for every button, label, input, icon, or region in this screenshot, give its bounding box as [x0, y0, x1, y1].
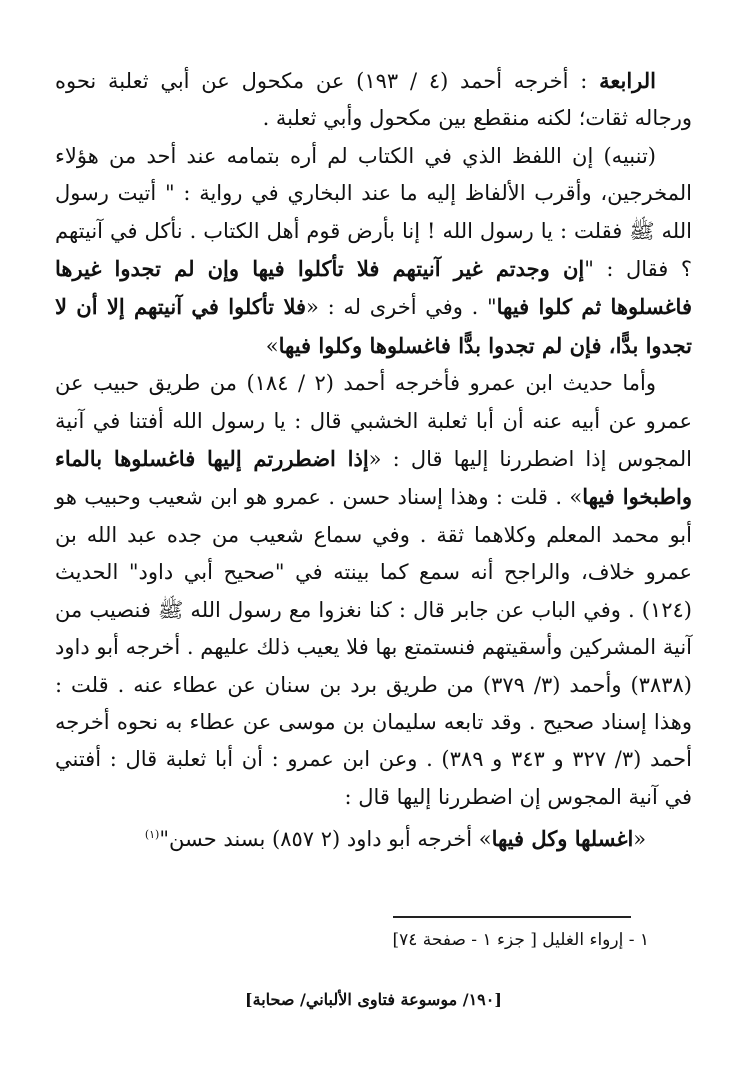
lead-word: الرابعة	[599, 68, 656, 93]
hadith-quote: إذا اضطررتم إليها فاغسلوها بالماء واطبخوا فيها	[55, 446, 693, 510]
hadith-quote: اغسلها وكل فيها	[491, 826, 634, 852]
paragraph-ibn-amr	[55, 365, 692, 816]
paragraph-text: » . قلت : وهذا إسناد حسن . عمرو هو ابن شعيب وحبيب هو أبو محمد المعلم وكلاهما ثقة . وفي سماع شعيب من جده عبد الله بن عمرو خلاف، والراجح أنه سمع كما بينته في "صحيح أبي داود" الحديث (١٢٤) . وفي الباب عن جابر قال : كنا نغزوا مع رسول الله ﷺ فنصيب من آنية المشركين وأسقيتهم فنستمتع بها فلا يعيب ذلك عليهم . أخرجه أبو داود (٣٨٣٨) وأحمد (٣/ ٣٧٩) من طريق برد بن سنان عن عطاء عنه . قلت : وهذا إسناد صحيح . وقد تابعه سليمان بن موسى عن عطاء به نحوه أخرجه أحمد (٣/ ٣٢٧ و ٣٤٣ و ٣٨٩) . وعن ابن عمرو : أن أبا ثعلبة قال : أفتني في آنية المجوس إن اضطررنا إليها قال :	[55, 485, 692, 809]
paragraph-text: وأما حديث ابن عمرو فأخرجه أحمد (٢ / ١٨٤) من طريق حبيب عن عمرو عن أبيه عنه أن أبا ثعلبة الخشبي قال : يا رسول الله أفتنا في آنية المجوس إذا اضطررنا إليها قال : «	[55, 371, 692, 472]
paragraph-fourth	[55, 62, 692, 138]
paragraph-text: » أخرجه أبو داود (٢ ٨٥٧) بسند حسن"	[159, 827, 492, 852]
paragraph-text: »	[265, 333, 279, 358]
hadith-quote: فلا تأكلوا في آنيتهم إلا أن لا تجدوا بدًّا، فإن لم تجدوا بدًّا فاغسلوها وكلوا فيها	[55, 294, 692, 358]
paragraph-note	[55, 138, 692, 365]
footnote-marker: (١)	[144, 828, 160, 842]
paragraph-final	[55, 816, 692, 858]
page-footer: [١٩٠/ موسوعة فتاوى الألباني/ صحابة]	[245, 990, 502, 1009]
footnote: ١ - إرواء الغليل [ جزء ١ - صفحة ٧٤]	[392, 930, 649, 950]
document-body	[55, 62, 692, 859]
hadith-quote: إن وجدتم غير آنيتهم فلا تأكلوا فيها وإن لم تجدوا غيرها فاغسلوها ثم كلوا فيها	[55, 256, 692, 320]
paragraph-text: (تنبيه) إن اللفظ الذي في الكتاب لم أره بتمامه عند أحد من هؤلاء المخرجين، وأقرب الألفاظ إليه ما عند البخاري في رواية : " أتيت رسول الله ﷺ فقلت : يا رسول الله ! إنا بأرض قوم أهل الكتاب . نأكل في آنيتهم ؟ فقال : "	[55, 143, 692, 282]
paragraph-text: " . وفي أخرى له : «	[306, 295, 497, 320]
quote-open: «	[633, 827, 647, 852]
paragraph-text: : أخرجه أحمد (٤ / ١٩٣) عن مكحول عن أبي ثعلبة نحوه ورجاله ثقات؛ لكنه منقطع بين مكحول وأبي ثعلبة .	[55, 69, 692, 131]
footnote-divider	[393, 916, 631, 918]
